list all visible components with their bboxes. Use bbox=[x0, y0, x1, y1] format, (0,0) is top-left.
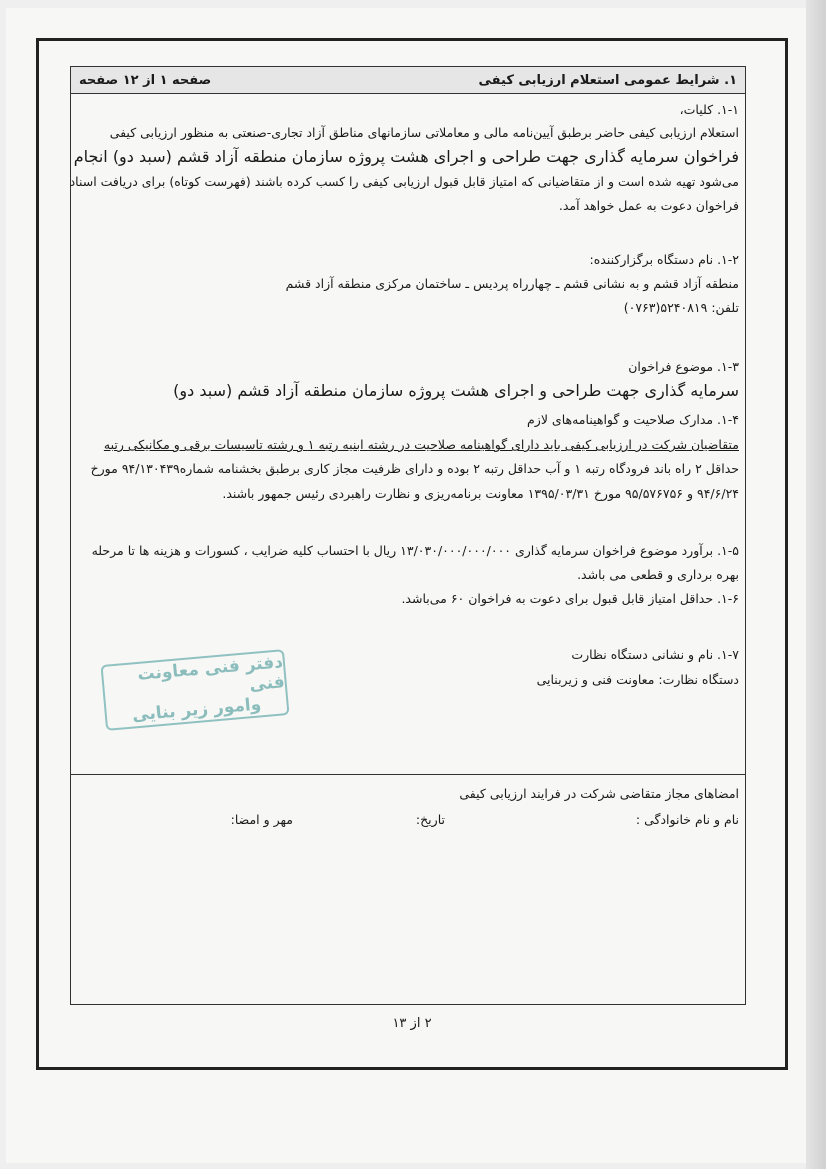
seal-label: مهر و امضا: bbox=[230, 812, 293, 827]
stamp-line-1: دفتر فنی معاونت فنی bbox=[136, 652, 286, 696]
section-1-7-heading: ۱-۷. نام و نشانی دستگاه نظارت bbox=[571, 647, 739, 662]
section-1-5-line-1: ۱-۵. برآورد موضوع فراخوان سرمایه گذاری ۱۳/۰۳۰/۰۰۰/۰۰۰/۰۰۰ ریال با احتساب کلیه ضرایب ، کسورات و هزینه ها تا مرحله bbox=[91, 543, 739, 558]
organizer-address: منطقه آزاد قشم و به نشانی قشم ـ چهارراه پردیس ـ ساختمان مرکزی منطقه آزاد قشم bbox=[285, 276, 739, 291]
section-1-1-line-4: فراخوان دعوت به عمل خواهد آمد. bbox=[558, 198, 739, 213]
header-page-info: صفحه ۱ از ۱۲ صفحه bbox=[79, 72, 212, 88]
section-1-1-line-2: فراخوان سرمایه گذاری جهت طراحی و اجرای هشت پروژه سازمان منطقه آزاد قشم (سبد دو) انجام bbox=[73, 147, 739, 166]
date-label: تاریخ: bbox=[415, 812, 445, 827]
signature-divider bbox=[71, 774, 745, 775]
supervisor-authority: دستگاه نظارت: معاونت فنی و زیربنایی bbox=[536, 672, 739, 687]
section-1-3-heading: ۱-۳. موضوع فراخوان bbox=[628, 359, 739, 374]
page-edge-shadow bbox=[806, 0, 826, 1169]
section-1-1-heading: ۱-۱. کلیات، bbox=[679, 102, 739, 117]
signature-title: امضاهای مجاز متقاضی شرکت در فرایند ارزیابی کیفی bbox=[459, 786, 739, 801]
section-1-6: ۱-۶. حداقل امتیاز قابل قبول برای دعوت به فراخوان ۶۰ می‌باشد. bbox=[401, 591, 739, 606]
section-1-4-line-3: ۹۴/۶/۲۴ و ۹۵/۵۷۶۷۵۶ مورخ ۱۳۹۵/۰۳/۳۱ معاونت برنامه‌ریزی و نظارت راهبردی رئیس جمهور باشند. bbox=[222, 486, 739, 501]
section-1-4-heading: ۱-۴. مدارک صلاحیت و گواهینامه‌های لازم bbox=[527, 412, 739, 427]
section-1-1-line-1: استعلام ارزیابی کیفی حاضر برطبق آیین‌نامه مالی و معاملاتی سازمانهای مناطق آزاد تجاری-صنعتی به منظور ارزیابی کیفی bbox=[109, 125, 739, 140]
organizer-phone: تلفن: ۵۲۴۰۸۱۹(۰۷۶۳) bbox=[623, 300, 739, 315]
call-subject: سرمایه گذاری جهت طراحی و اجرای هشت پروژه سازمان منطقه آزاد قشم (سبد دو) bbox=[173, 381, 739, 400]
header-title: ۱. شرایط عمومی استعلام ارزیابی کیفی bbox=[478, 72, 737, 88]
stamp-line-2: وامور زیر بنایی bbox=[131, 694, 262, 726]
section-1-1-line-3: می‌شود تهیه شده است و از متقاضیانی که امتیاز قابل قبول ارزیابی کیفی را کسب کرده باشند (فهرست کوتاه) برای دریافت اسناد bbox=[69, 174, 739, 189]
page-number: ۲ از ۱۳ bbox=[392, 1016, 432, 1031]
section-1-4-line-2: حداقل ۲ راه باند فرودگاه رتبه ۱ و آب حداقل رتبه ۲ بوده و دارای ظرفیت مجاز کاری برطبق بخشنامه شماره۹۴/۱۳۰۴۳۹ مورخ bbox=[90, 461, 739, 476]
section-1-5-line-2: بهره برداری و قطعی می باشد. bbox=[577, 567, 739, 582]
document-frame bbox=[36, 38, 788, 1070]
content-box bbox=[70, 94, 746, 1005]
header-bar bbox=[70, 66, 746, 94]
name-label: نام و نام خانوادگی : bbox=[635, 812, 739, 827]
section-1-2-heading: ۱-۲. نام دستگاه برگزارکننده: bbox=[589, 252, 739, 267]
section-1-4-line-1: متقاضیان شرکت در ارزیابی کیفی باید دارای گواهینامه صلاحیت در رشته ابنیه رتبه ۱ و رشته تاسیسات برقی و مکانیکی رتبه bbox=[103, 437, 739, 452]
